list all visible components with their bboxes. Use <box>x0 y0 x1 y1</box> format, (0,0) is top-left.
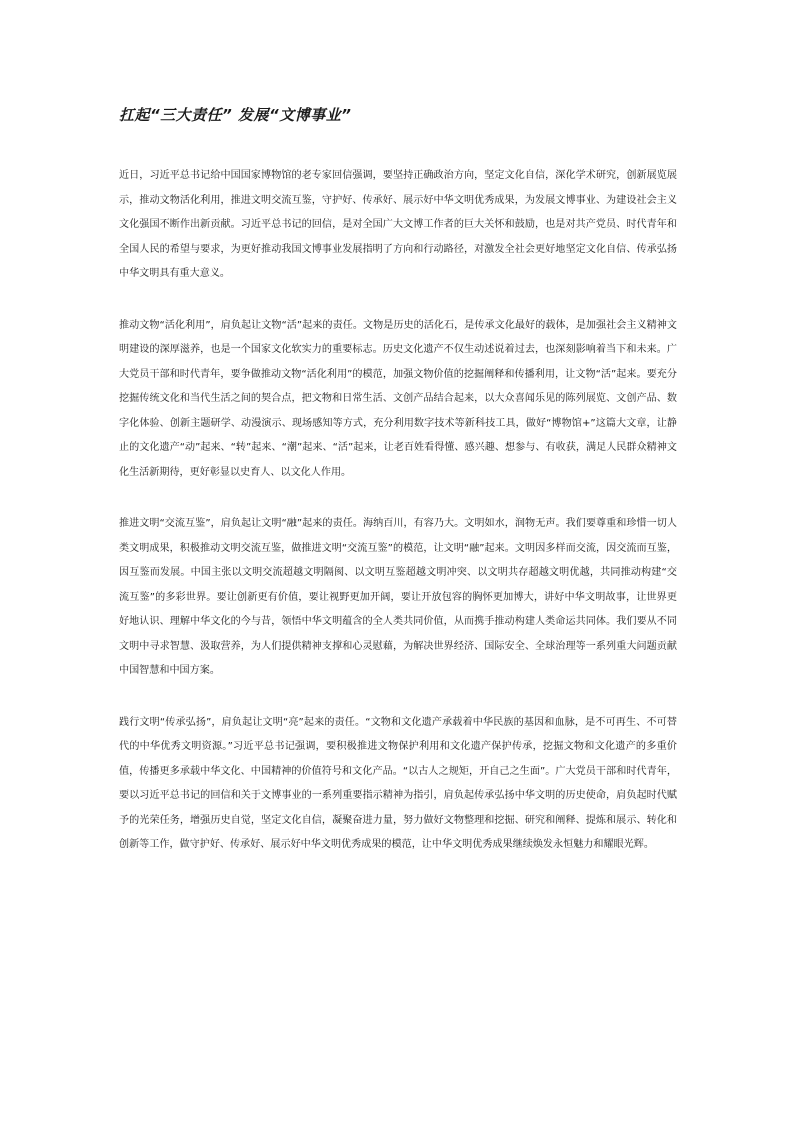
article-title: 扛起“三大责任” 发展“文博事业” <box>119 106 352 124</box>
paragraph-intro: 近日，习近平总书记给中国国家博物馆的老专家回信强调，要坚持正确政治方向，坚定文化自信，深化学术研究，创新展览展示，推动文物活化利用，推进文明交流互鉴，守护好、传承好、展示好中华文明优秀成果，为发展文博事业、为建设社会主义文化强国不断作出新贡献。习近平总书记的回信，是对全国广大文博工作者的巨大关怀和鼓励，也是对共产党员、时代青年和全国人民的希望与要求，为更好推动我国文博事业发展指明了方向和行动路径，对激发全社会更好地坚定文化自信、传承弘扬中华文明具有重大意义。 <box>119 170 677 279</box>
paragraph-civilization-inheritance: 践行文明“传承弘扬”，肩负起让文明“亮”起来的责任。“文物和文化遗产承载着中华民族的基因和血脉，是不可再生、不可替代的中华优秀文明资源。”习近平总书记强调，要积极推进文物保护利用和文化遗产保护传承，挖掘文物和文化遗产的多重价值，传播更多承载中华文化、中国精神的价值符号和文化产品。“以古人之规矩，开自己之生面”。广大党员干部和时代青年，要以习近平总书记的回信和关于文博事业的一系列重要指示精神为指引，肩负起传承弘扬中华文明的历史使命，肩负起时代赋予的光荣任务，增强历史自觉，坚定文化自信，凝聚奋进力量，努力做好文物整理和挖掘、研究和阐释、提炼和展示、转化和创新等工作，做守护好、传承好、展示好中华文明优秀成果的模范，让中华文明优秀成果继续焕发永恒魅力和耀眼光辉。 <box>119 716 677 850</box>
paragraph-relic-utilization: 推动文物“活化利用”，肩负起让文物“活”起来的责任。文物是历史的活化石，是传承文化最好的载体，是加强社会主义精神文明建设的深厚滋养，也是一个国家文化软实力的重要标志。历史文化遗产不仅生动述说着过去，也深刻影响着当下和未来。广大党员干部和时代青年，要争做推动文物“活化利用”的模范，加强文物价值的挖掘阐释和传播利用，让文物“活”起来。要充分挖掘传统文化和当代生活之间的契合点，把文物和日常生活、文创产品结合起来，以大众喜闻乐见的陈列展览、文创产品、数字化体验、创新主题研学、动漫演示、现场感知等方式，充分利用数字技术等新科技工具，做好“博物馆+”这篇大文章，让静止的文化遗产“动”起来、“转”起来、“潮”起来、“活”起来，让老百姓看得懂、感兴趣、想参与、有收获，满足人民群众精神文化生活新期待，更好彰显以史育人、以文化人作用。 <box>119 319 677 478</box>
article-body <box>119 164 677 885</box>
paragraph-civilization-exchange: 推进文明“交流互鉴”，肩负起让文明“融”起来的责任。海纳百川，有容乃大。文明如水，润物无声。我们要尊重和珍惜一切人类文明成果，积极推动文明交流互鉴，做推进文明“交流互鉴”的模范，让文明“融”起来。文明因多样而交流，因交流而互鉴，因互鉴而发展。中国主张以文明交流超越文明隔阂、以文明互鉴超越文明冲突、以文明共存超越文明优越，共同推动构建“交流互鉴”的多彩世界。要让创新更有价值，要让视野更加开阔，要让开放包容的胸怀更加博大，讲好中华文明故事，让世界更好地认识、理解中华文化的今与昔，领悟中华文明蕴含的全人类共同价值，从而携手推动构建人类命运共同体。我们要从不同文明中寻求智慧、汲取营养，为人们提供精神支撑和心灵慰藉，为解决世界经济、国际安全、全球治理等一系列重大问题贡献中国智慧和中国方案。 <box>119 518 677 676</box>
